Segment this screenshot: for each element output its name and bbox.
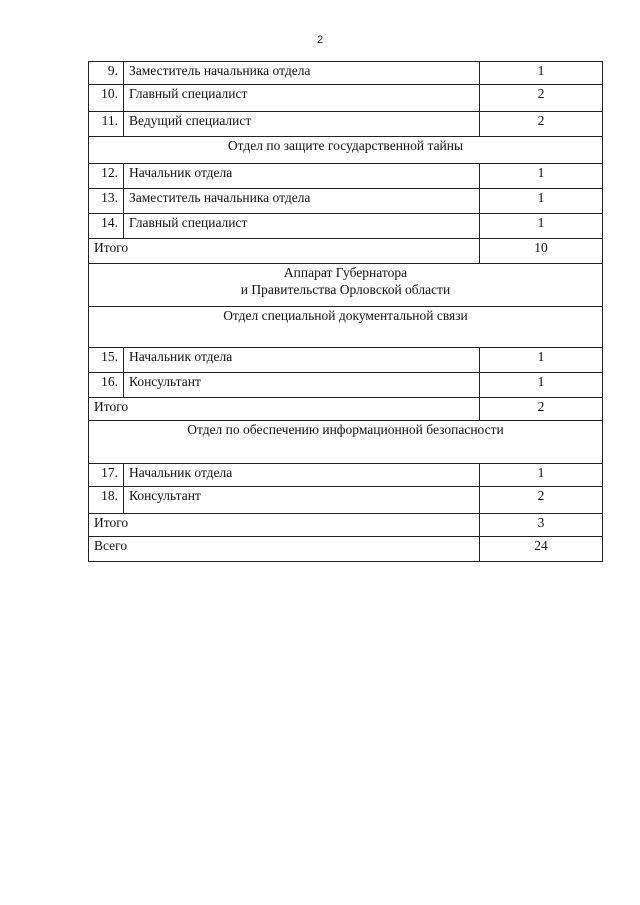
row-number: 15. [89,348,124,373]
position-name: Начальник отдела [124,348,480,373]
total-label: Итого [89,514,480,537]
position-name: Ведущий специалист [124,112,480,137]
position-name: Главный специалист [124,85,480,112]
table-row [89,487,603,514]
section-row [89,137,603,164]
section-title-line: и Правительства Орловской области [240,282,451,297]
total-row [89,239,603,264]
position-name: Консультант [124,373,480,398]
table-row [89,464,603,487]
row-number: 13. [89,189,124,214]
row-number: 11. [89,112,124,137]
row-number: 9. [89,62,124,85]
row-number: 16. [89,373,124,398]
total-label: Итого [89,398,480,421]
section-title: Отдел по защите государственной тайны [89,137,603,164]
section-row [89,264,603,307]
table-row [89,373,603,398]
position-count: 1 [480,164,603,189]
row-number: 14. [89,214,124,239]
section-row [89,307,603,348]
table-row [89,85,603,112]
section-title: Отдел по обеспечению информационной безопасности [89,421,603,464]
position-count: 1 [480,62,603,85]
position-name: Консультант [124,487,480,514]
position-count: 2 [480,112,603,137]
section-title-line: Аппарат Губернатора [283,265,408,280]
page-number: 2 [316,34,324,46]
table-row [89,189,603,214]
grand-total-count: 24 [480,537,603,562]
staff-table [88,61,603,562]
row-number: 18. [89,487,124,514]
section-title [89,264,603,307]
table-row [89,348,603,373]
table-row [89,112,603,137]
total-row [89,514,603,537]
position-count: 1 [480,214,603,239]
row-number: 12. [89,164,124,189]
position-count: 1 [480,464,603,487]
section-title: Отдел специальной документальной связи [89,307,603,348]
total-count: 2 [480,398,603,421]
total-count: 10 [480,239,603,264]
table-row [89,214,603,239]
position-count: 1 [480,189,603,214]
position-name: Главный специалист [124,214,480,239]
position-name: Заместитель начальника отдела [124,189,480,214]
position-count: 1 [480,373,603,398]
position-name: Заместитель начальника отдела [124,62,480,85]
grand-total-label: Всего [89,537,480,562]
position-name: Начальник отдела [124,464,480,487]
section-row [89,421,603,464]
position-count: 2 [480,85,603,112]
grand-total-row [89,537,603,562]
position-count: 2 [480,487,603,514]
table-row [89,62,603,85]
total-count: 3 [480,514,603,537]
row-number: 17. [89,464,124,487]
row-number: 10. [89,85,124,112]
total-row [89,398,603,421]
table-row [89,164,603,189]
position-count: 1 [480,348,603,373]
position-name: Начальник отдела [124,164,480,189]
total-label: Итого [89,239,480,264]
